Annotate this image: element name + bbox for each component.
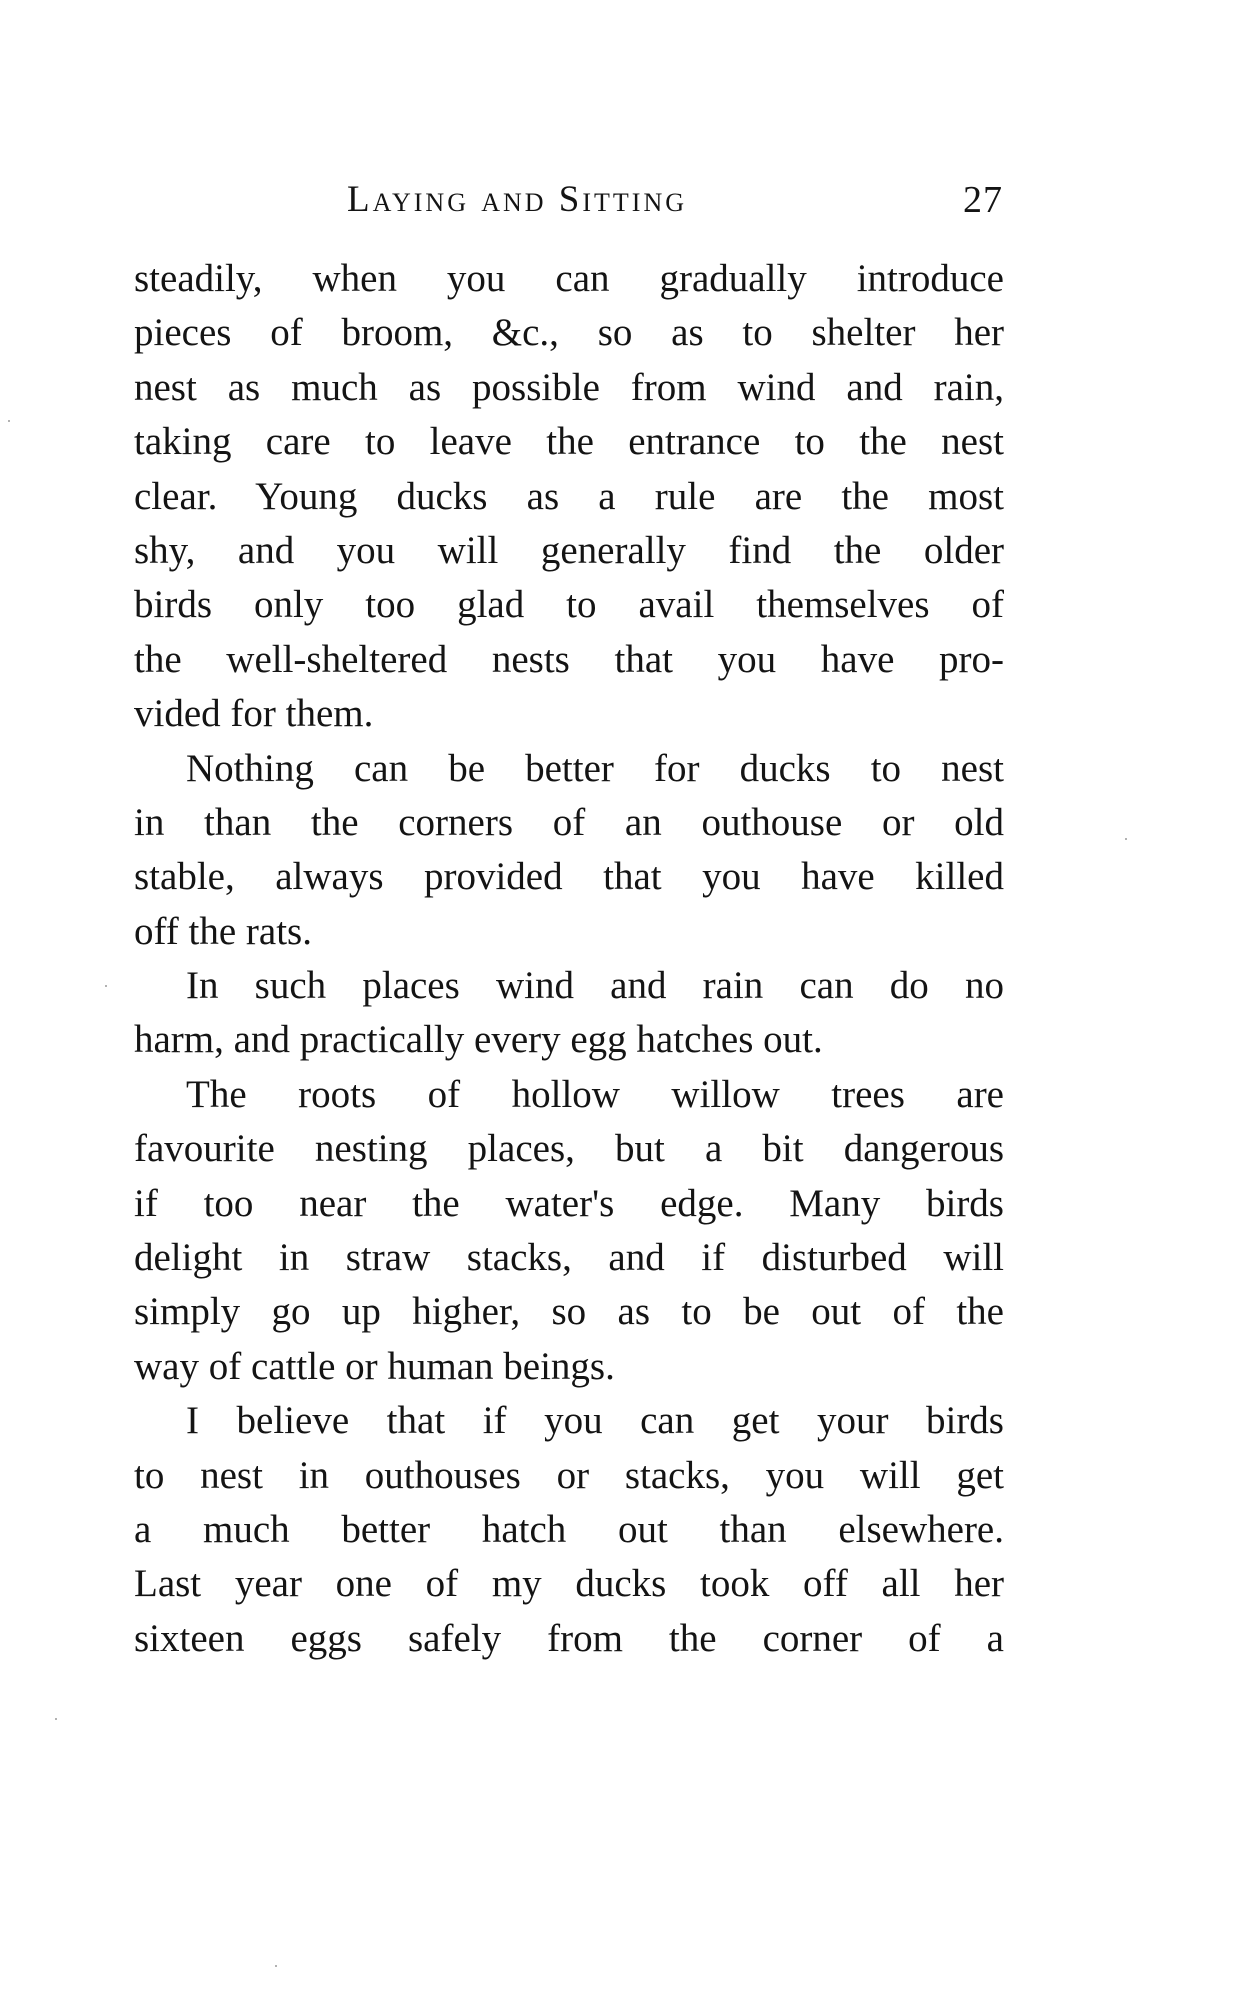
running-title: Laying and Sitting xyxy=(347,179,688,220)
text-line: stable, always provided that you have killed xyxy=(134,855,1004,899)
text-line: off the rats. xyxy=(134,909,312,953)
text-line: to nest in outhouses or stacks, you will get xyxy=(134,1453,1004,1497)
paragraph-first-line: Nothing can be better for ducks to nest xyxy=(186,746,1004,790)
text-line: birds only too glad to avail themselves of xyxy=(134,583,1004,627)
text-line: vided for them. xyxy=(134,692,374,736)
text-line: pieces of broom, &c., so as to shelter her xyxy=(134,311,1004,355)
text-line: way of cattle or human beings. xyxy=(134,1344,615,1388)
text-line: simply go up higher, so as to be out of the xyxy=(134,1290,1004,1334)
text-line: in than the corners of an outhouse or old xyxy=(134,800,1004,844)
paragraph-first-line: In such places wind and rain can do no xyxy=(186,964,1004,1008)
paper-speck xyxy=(55,1718,57,1720)
text-line: harm, and practically every egg hatches out. xyxy=(134,1018,823,1062)
paper-speck xyxy=(8,420,10,422)
text-line: delight in straw stacks, and if disturbed will xyxy=(134,1236,1004,1280)
text-line: the well-sheltered nests that you have pro- xyxy=(134,637,1004,681)
paper-speck xyxy=(105,985,107,987)
paper-speck xyxy=(1125,838,1127,840)
text-line: shy, and you will generally find the older xyxy=(134,528,1004,572)
text-line: if too near the water's edge. Many birds xyxy=(134,1181,1004,1225)
paper-speck xyxy=(275,1965,277,1967)
text-line: steadily, when you can gradually introduce xyxy=(134,257,1004,300)
page-number: 27 xyxy=(963,179,1003,221)
text-line: clear. Young ducks as a rule are the most xyxy=(134,474,1004,518)
text-line: nest as much as possible from wind and rain, xyxy=(134,365,1004,409)
text-line: sixteen eggs safely from the corner of a xyxy=(134,1616,1004,1660)
text-line: a much better hatch out than elsewhere. xyxy=(134,1507,1004,1551)
text-line: taking care to leave the entrance to the nest xyxy=(134,420,1004,464)
text-line: favourite nesting places, but a bit dangerous xyxy=(134,1127,1004,1171)
body-text xyxy=(134,252,1004,1666)
paragraph-first-line: I believe that if you can get your birds xyxy=(186,1399,1004,1443)
paragraph-first-line: The roots of hollow willow trees are xyxy=(186,1072,1004,1116)
running-head xyxy=(135,178,1003,228)
text-line: Last year one of my ducks took off all her xyxy=(134,1562,1004,1606)
